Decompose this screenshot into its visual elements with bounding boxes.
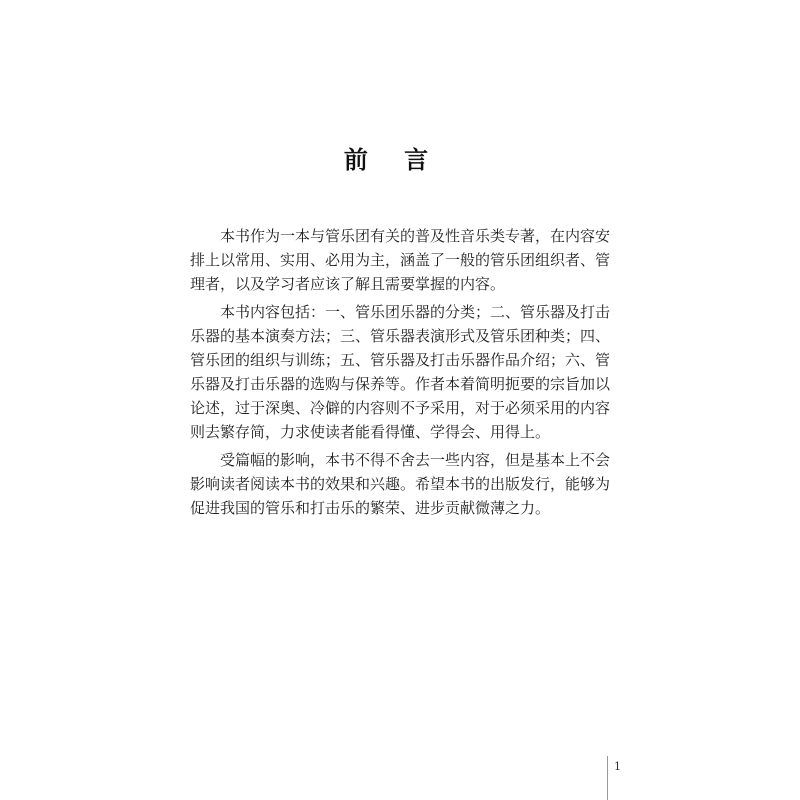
page-title: 前 言: [343, 145, 443, 174]
paragraph-3: 受篇幅的影响，本书不得不舍去一些内容，但是基本上不会影响读者阅读本书的效果和兴趣。希望本书的出版发行，能够为促进我国的管乐和打击乐的繁荣、进步贡献微薄之力。: [190, 451, 611, 517]
preface-body: [190, 224, 610, 524]
footer-divider: [607, 756, 608, 800]
page-number: 1: [614, 760, 621, 773]
paragraph-1: 本书作为一本与管乐团有关的普及性音乐类专著，在内容安排上以常用、实用、必用为主，涵盖了一般的管乐团组织者、管理者，以及学习者应该了解且需要掌握的内容。: [190, 227, 611, 293]
paragraph-2: 本书内容包括：一、管乐团乐器的分类；二、管乐器及打击乐器的基本演奏方法；三、管乐器表演形式及管乐团种类；四、管乐团的组织与训练；五、管乐器及打击乐器作品介绍；六、管乐器及打击乐器的选购与保养等。作者本着简明扼要的宗旨加以论述，过于深奥、冷僻的内容则不予采用，对于必须采用的内容则去繁存简，力求使读者能看得懂、学得会、用得上。: [190, 303, 611, 441]
